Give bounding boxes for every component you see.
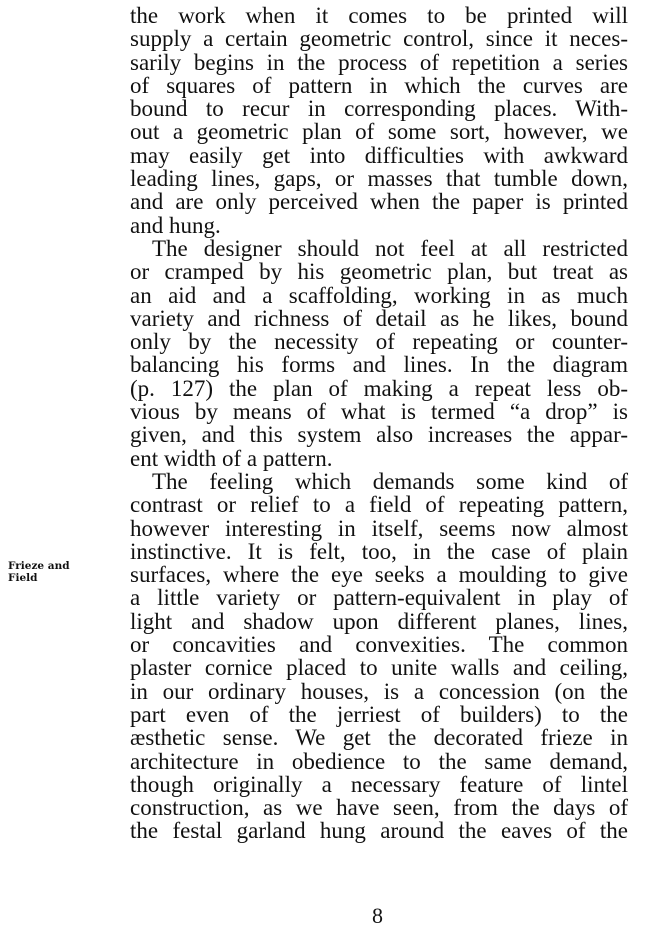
text-line: a little variety or pattern-equivalent in play of: [130, 585, 628, 611]
text-line: and hung.: [130, 212, 221, 238]
text-line: or cramped by his geometric plan, but treat as: [130, 259, 628, 285]
text-line: only by the necessity of repeating or counter-: [130, 329, 628, 355]
text-line: The designer should not feel at all restricted: [152, 235, 628, 261]
text-line: instinctive. It is felt, too, in the case of plain: [130, 538, 628, 564]
text-line: though originally a necessary feature of lintel: [130, 771, 628, 797]
text-line: æsthetic sense. We get the decorated frieze in: [130, 725, 628, 751]
text-line: or concavities and convexities. The common: [130, 632, 628, 658]
text-line: The feeling which demands some kind of: [152, 468, 628, 494]
text-line: plaster cornice placed to unite walls and ceiling,: [130, 655, 628, 681]
text-line: an aid and a scaffolding, working in as much: [130, 282, 628, 308]
page-number: 8: [372, 903, 383, 928]
margin-note: [8, 560, 70, 584]
body-text: [130, 4, 628, 843]
text-line: surfaces, where the eye seeks a moulding to give: [130, 562, 628, 588]
text-line: ent width of a pattern.: [130, 445, 333, 471]
text-line: given, and this system also increases the appar-: [130, 422, 628, 448]
text-line: in our ordinary houses, is a concession (on the: [130, 678, 628, 704]
text-line: the work when it comes to be printed will: [130, 3, 628, 28]
text-line: balancing his forms and lines. In the diagram: [130, 352, 628, 378]
margin-note-line: Frieze and: [8, 560, 70, 572]
text-line: (p. 127) the plan of making a repeat less ob-: [130, 375, 628, 401]
text-line: however interesting in itself, seems now almost: [130, 515, 628, 541]
text-line: sarily begins in the process of repetition a series: [130, 49, 628, 75]
text-line: the festal garland hung around the eaves of the: [130, 818, 628, 844]
text-line: light and shadow upon different planes, lines,: [130, 608, 628, 634]
text-line: part even of the jerriest of builders) to the: [130, 701, 628, 727]
text-line: of squares of pattern in which the curves are: [130, 72, 628, 98]
text-line: contrast or relief to a field of repeating pattern,: [130, 492, 628, 518]
text-line: leading lines, gaps, or masses that tumble down,: [130, 166, 628, 192]
text-line: and are only perceived when the paper is printed: [130, 189, 628, 215]
text-line: bound to recur in corresponding places. With-: [130, 96, 628, 122]
margin-note-line: Field: [8, 572, 38, 584]
text-line: variety and richness of detail as he likes, bound: [130, 305, 628, 331]
text-line: supply a certain geometric control, since it neces-: [130, 26, 628, 52]
text-line: out a geometric plan of some sort, however, we: [130, 119, 628, 145]
text-line: architecture in obedience to the same demand,: [130, 748, 628, 774]
text-line: may easily get into difficulties with awkward: [130, 142, 628, 168]
text-line: construction, as we have seen, from the days of: [130, 795, 628, 821]
text-line: vious by means of what is termed “a drop” is: [130, 399, 628, 425]
